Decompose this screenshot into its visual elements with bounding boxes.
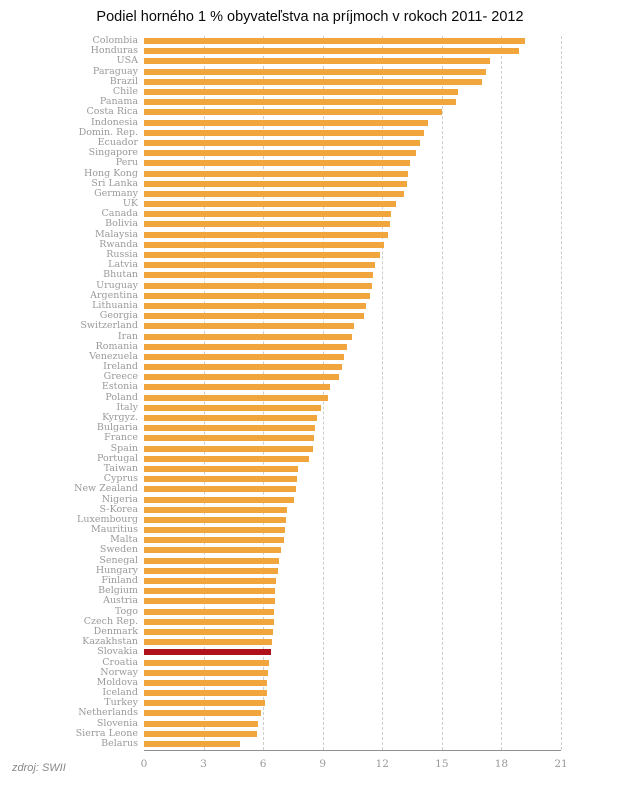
bar (144, 609, 274, 615)
bar (144, 588, 275, 594)
bar-track (144, 629, 561, 635)
bar (144, 395, 328, 401)
bar (144, 150, 416, 156)
bar-track (144, 38, 561, 44)
bar-track (144, 58, 561, 64)
bar (144, 486, 296, 492)
bar-track (144, 680, 561, 686)
bar (144, 313, 364, 319)
country-label: Venezuela (89, 350, 138, 362)
bar-track (144, 221, 561, 227)
country-label: Brazil (109, 75, 138, 87)
bar (144, 598, 275, 604)
bar-row (0, 413, 620, 423)
bar-track (144, 497, 561, 503)
bar (144, 221, 390, 227)
bar-row (0, 678, 620, 688)
bar-track (144, 283, 561, 289)
bar-track (144, 435, 561, 441)
bar (144, 293, 370, 299)
country-label: Latvia (108, 259, 138, 271)
bar (144, 79, 482, 85)
bar-track (144, 670, 561, 676)
bar-track (144, 48, 561, 54)
bar (144, 578, 276, 584)
bar-row (0, 189, 620, 199)
country-label: Uruguay (96, 279, 138, 291)
country-label: Argentina (90, 289, 138, 301)
bar (144, 242, 384, 248)
bar (144, 731, 257, 737)
bar (144, 639, 272, 645)
bar (144, 334, 352, 340)
bar (144, 89, 458, 95)
bar-row (0, 372, 620, 382)
bar-row (0, 525, 620, 535)
bar-track (144, 89, 561, 95)
country-label: USA (116, 55, 138, 67)
bar (144, 272, 373, 278)
country-label: Belgium (98, 585, 138, 597)
country-label: Rwanda (99, 238, 138, 250)
bar (144, 476, 297, 482)
bar (144, 435, 314, 441)
x-tick-label: 3 (200, 758, 207, 770)
bar (144, 558, 279, 564)
country-label: Finland (101, 575, 138, 587)
country-label: Taiwan (103, 462, 138, 474)
bar-track (144, 700, 561, 706)
bar-row (0, 484, 620, 494)
bar-track (144, 741, 561, 747)
bar-track (144, 364, 561, 370)
bar (144, 120, 428, 126)
country-label: Greece (103, 371, 138, 383)
bar-track (144, 201, 561, 207)
bar (144, 497, 294, 503)
country-label: Iran (117, 330, 138, 342)
bar-track (144, 507, 561, 513)
bar (144, 629, 273, 635)
bar-track (144, 374, 561, 380)
country-label: Russia (106, 249, 138, 261)
country-label: Slovenia (96, 717, 138, 729)
bar-row (0, 688, 620, 698)
country-label: Denmark (93, 625, 138, 637)
bar-track (144, 150, 561, 156)
bar-row (0, 199, 620, 209)
country-label: Slovakia (97, 646, 138, 658)
x-tick-label: 15 (435, 758, 449, 770)
country-label: Indonesia (91, 116, 138, 128)
bar-row (0, 657, 620, 667)
bar (144, 700, 265, 706)
country-label: Portugal (97, 452, 138, 464)
bar-track (144, 486, 561, 492)
source-note: zdroj: SWII (12, 762, 66, 774)
bar-track (144, 721, 561, 727)
x-tick-label: 12 (375, 758, 389, 770)
bar-track (144, 354, 561, 360)
bar-row (0, 87, 620, 97)
bar (144, 670, 268, 676)
bar-row (0, 158, 620, 168)
bar-track (144, 425, 561, 431)
bar-track (144, 547, 561, 553)
bar-track (144, 517, 561, 523)
country-label: Iceland (102, 687, 138, 699)
bar-track (144, 660, 561, 666)
bar (144, 211, 391, 217)
bar-row (0, 444, 620, 454)
bar-track (144, 120, 561, 126)
country-label: France (104, 432, 138, 444)
bar-row (0, 270, 620, 280)
country-label: Ecuador (97, 136, 138, 148)
bar-track (144, 527, 561, 533)
bar (144, 48, 519, 54)
bar-track (144, 568, 561, 574)
country-label: Norway (100, 666, 138, 678)
country-label: Spain (110, 442, 138, 454)
bar (144, 527, 285, 533)
bar-row (0, 668, 620, 678)
bar-track (144, 588, 561, 594)
bar (144, 109, 442, 115)
bar (144, 384, 330, 390)
bar (144, 507, 287, 513)
country-label: Costa Rica (86, 106, 138, 118)
bar-row (0, 301, 620, 311)
country-label: Bhutan (103, 269, 138, 281)
country-label: Ireland (103, 361, 138, 373)
bar-row (0, 433, 620, 443)
country-label: Austria (103, 595, 138, 607)
bar-track (144, 639, 561, 645)
bar-row (0, 403, 620, 413)
bar (144, 181, 407, 187)
bar-row (0, 331, 620, 341)
bar-highlight (144, 649, 271, 655)
bar-track (144, 293, 561, 299)
bar (144, 741, 240, 747)
bar-row (0, 219, 620, 229)
bar (144, 710, 261, 716)
country-label: Turkey (104, 697, 138, 709)
bar-track (144, 313, 561, 319)
bar-track (144, 466, 561, 472)
bar (144, 38, 525, 44)
bar-track (144, 109, 561, 115)
bar (144, 191, 404, 197)
bar-rows (0, 36, 620, 749)
bar (144, 517, 286, 523)
bar (144, 466, 298, 472)
bar-row (0, 382, 620, 392)
bar-track (144, 619, 561, 625)
bar-row (0, 67, 620, 77)
bar-row (0, 647, 620, 657)
bar-track (144, 242, 561, 248)
bar-row (0, 352, 620, 362)
bar (144, 415, 317, 421)
country-label: Colombia (92, 35, 138, 47)
bar (144, 364, 342, 370)
bar (144, 232, 388, 238)
bar-track (144, 272, 561, 278)
bar (144, 201, 396, 207)
bar-row (0, 566, 620, 576)
country-label: Czech Rep. (83, 615, 138, 627)
country-label: Canada (101, 208, 138, 220)
country-label: Bulgaria (96, 422, 138, 434)
x-tick-label: 9 (319, 758, 327, 770)
bar-row (0, 423, 620, 433)
bar-track (144, 710, 561, 716)
bar (144, 446, 313, 452)
country-label: Belarus (101, 738, 138, 750)
bar-track (144, 384, 561, 390)
x-tick-label: 21 (554, 758, 568, 770)
bar-row (0, 393, 620, 403)
bar-row (0, 739, 620, 749)
country-label: Cyprus (103, 473, 138, 485)
country-label: Bolivia (105, 218, 138, 230)
bar-row (0, 617, 620, 627)
bar (144, 568, 278, 574)
bar-row (0, 321, 620, 331)
bar-row (0, 148, 620, 158)
bar-track (144, 262, 561, 268)
bar-row (0, 46, 620, 56)
bar-track (144, 130, 561, 136)
x-tick-label: 6 (259, 758, 267, 770)
country-label: Estonia (101, 381, 138, 393)
bar-track (144, 344, 561, 350)
bar-row (0, 729, 620, 739)
bar-track (144, 731, 561, 737)
country-label: Switzerland (80, 320, 138, 332)
bar-track (144, 181, 561, 187)
bar (144, 456, 309, 462)
bar (144, 690, 267, 696)
country-label: Paraguay (92, 65, 138, 77)
country-label: Georgia (99, 310, 138, 322)
country-label: Sri Lanka (91, 177, 138, 189)
bar-row (0, 362, 620, 372)
bar (144, 160, 410, 166)
country-label: Senegal (99, 554, 138, 566)
country-label: Peru (115, 157, 138, 169)
country-label: Germany (94, 187, 138, 199)
bar-track (144, 303, 561, 309)
bar-track (144, 537, 561, 543)
bar-track (144, 252, 561, 258)
bar (144, 99, 456, 105)
country-label: Poland (105, 391, 138, 403)
bar-track (144, 395, 561, 401)
bar-row (0, 250, 620, 260)
bar-row (0, 576, 620, 586)
country-label: Togo (114, 605, 138, 617)
bar (144, 547, 281, 553)
country-label: Kazakhstan (82, 636, 138, 648)
country-label: S-Korea (99, 503, 138, 515)
bar (144, 680, 267, 686)
bar-track (144, 211, 561, 217)
bar (144, 537, 284, 543)
country-label: Hong Kong (84, 167, 138, 179)
x-axis-ticks (140, 758, 568, 776)
country-label: New Zealand (74, 483, 138, 495)
bar-track (144, 598, 561, 604)
bar-row (0, 596, 620, 606)
country-label: Mauritius (91, 524, 138, 536)
bar (144, 344, 347, 350)
bar (144, 252, 380, 258)
bar-track (144, 140, 561, 146)
country-label: Nigeria (101, 493, 138, 505)
bar-track (144, 578, 561, 584)
bar (144, 69, 486, 75)
country-label: Kyrgyz. (102, 412, 138, 424)
bar-row (0, 128, 620, 138)
country-label: UK (122, 198, 138, 210)
bar-track (144, 191, 561, 197)
bar-row (0, 708, 620, 718)
bar-track (144, 476, 561, 482)
country-label: Domin. Rep. (78, 126, 138, 138)
bar (144, 303, 366, 309)
bar (144, 374, 339, 380)
bar (144, 283, 372, 289)
bar (144, 323, 354, 329)
bar-track (144, 334, 561, 340)
country-label: Netherlands (78, 707, 138, 719)
bar-track (144, 649, 561, 655)
bar-track (144, 405, 561, 411)
bar-row (0, 260, 620, 270)
bar (144, 425, 315, 431)
country-label: Chile (112, 86, 138, 98)
bar-row (0, 494, 620, 504)
country-label: Moldova (96, 676, 138, 688)
bar (144, 354, 344, 360)
page-title: Podiel horného 1 % obyvateľstva na príjmoch v rokoch 2011- 2012 (96, 9, 524, 25)
bar-track (144, 415, 561, 421)
bar-row (0, 77, 620, 87)
bar-row (0, 464, 620, 474)
bar (144, 171, 408, 177)
bar (144, 721, 258, 727)
bar-row (0, 240, 620, 250)
bar-row (0, 535, 620, 545)
bar-row (0, 179, 620, 189)
bar-track (144, 160, 561, 166)
bar-row (0, 545, 620, 555)
bar-track (144, 558, 561, 564)
country-label: Romania (95, 340, 138, 352)
x-tick-label: 18 (494, 758, 509, 770)
country-label: Malta (110, 534, 138, 546)
bar (144, 660, 269, 666)
bar-row (0, 454, 620, 464)
bar-track (144, 446, 561, 452)
bar (144, 130, 424, 136)
bar-track (144, 99, 561, 105)
bar-row (0, 107, 620, 117)
x-tick-label: 0 (140, 758, 148, 770)
bar-row (0, 209, 620, 219)
country-label: Honduras (90, 45, 138, 57)
bar-row (0, 230, 620, 240)
bar-track (144, 69, 561, 75)
country-label: Lithuania (92, 299, 138, 311)
bar (144, 405, 321, 411)
bar-track (144, 690, 561, 696)
country-label: Malaysia (94, 228, 138, 240)
bar-track (144, 456, 561, 462)
country-label: Croatia (102, 656, 138, 668)
bar (144, 262, 375, 268)
country-label: Singapore (88, 147, 138, 159)
country-label: Panama (99, 96, 138, 108)
country-label: Hungary (95, 564, 138, 576)
bar (144, 619, 274, 625)
country-label: Sierra Leone (75, 727, 138, 739)
country-label: Italy (116, 401, 138, 413)
bar-row (0, 637, 620, 647)
bar-row (0, 586, 620, 596)
country-label: Sweden (99, 544, 138, 556)
bar-track (144, 171, 561, 177)
bar (144, 140, 420, 146)
bar (144, 58, 490, 64)
bar-track (144, 609, 561, 615)
bar-row (0, 556, 620, 566)
bar-track (144, 232, 561, 238)
bar-track (144, 79, 561, 85)
bar-track (144, 323, 561, 329)
country-label: Luxembourg (77, 513, 138, 525)
